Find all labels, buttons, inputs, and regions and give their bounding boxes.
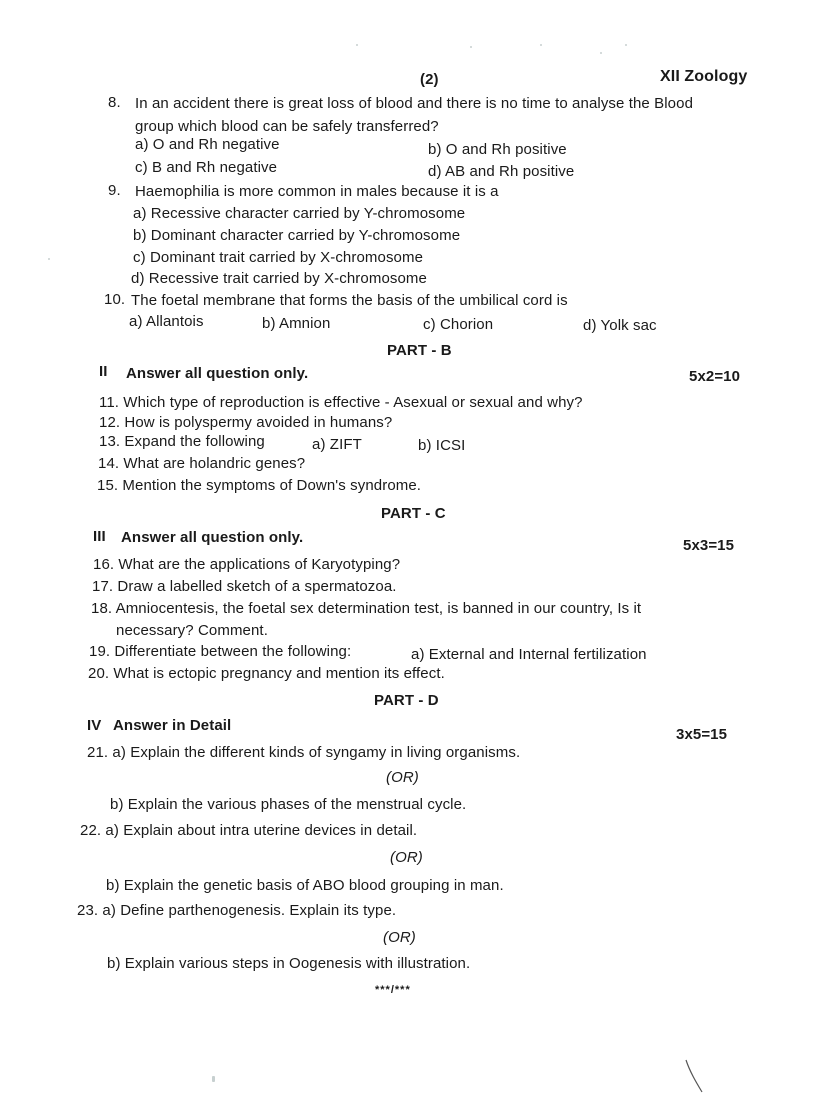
or-separator-2: (OR) (390, 849, 423, 866)
q19-option-a: a) External and Internal fertilization (411, 646, 647, 663)
part-d-instruction: Answer in Detail (113, 717, 232, 734)
q19: 19. Differentiate between the following: (89, 643, 352, 660)
q13: 13. Expand the following (99, 433, 265, 450)
q8-text-line1: In an accident there is great loss of blood and there is no time to analyse the Blood (135, 95, 694, 112)
part-b-roman: II (99, 363, 108, 380)
q8-number: 8. (108, 94, 121, 111)
q10-option-c: c) Chorion (423, 316, 494, 333)
q9-text: Haemophilia is more common in males because it is a (135, 183, 499, 200)
q13-option-a: a) ZIFT (312, 436, 362, 453)
scan-speck (356, 44, 358, 46)
stray-pen-mark (680, 1058, 710, 1098)
q11: 11. Which type of reproduction is effective - Asexual or sexual and why? (99, 394, 583, 411)
q15: 15. Mention the symptoms of Down's syndrome. (97, 477, 422, 494)
part-c-roman: III (93, 528, 106, 545)
q22-b: b) Explain the genetic basis of ABO blood grouping in man. (106, 877, 504, 894)
q9-option-b: b) Dominant character carried by Y-chromosome (133, 227, 461, 244)
end-mark: ***/*** (375, 984, 411, 996)
q16: 16. What are the applications of Karyotyping? (93, 556, 401, 573)
q8-option-a: a) O and Rh negative (135, 136, 280, 153)
part-d-roman: IV (87, 717, 102, 734)
part-d-title: PART - D (374, 692, 439, 709)
q10-option-d: d) Yolk sac (583, 317, 657, 334)
q10-text: The foetal membrane that forms the basis of the umbilical cord is (131, 292, 568, 309)
part-b-instruction: Answer all question only. (126, 365, 309, 382)
q9-number: 9. (108, 182, 121, 199)
q21-a: 21. a) Explain the different kinds of syngamy in living organisms. (87, 744, 521, 761)
part-d-marks: 3x5=15 (676, 726, 728, 743)
or-separator-1: (OR) (386, 769, 419, 786)
scan-speck (470, 46, 472, 48)
q9-option-d: d) Recessive trait carried by X-chromosome (131, 270, 427, 287)
subject-title: XII Zoology (660, 68, 748, 85)
q10-number: 10. (104, 291, 126, 308)
scan-speck (540, 44, 542, 46)
part-b-marks: 5x2=10 (689, 368, 741, 385)
scan-speck (48, 258, 50, 260)
part-c-marks: 5x3=15 (683, 537, 735, 554)
part-c-instruction: Answer all question only. (121, 529, 304, 546)
q21-b: b) Explain the various phases of the menstrual cycle. (110, 796, 467, 813)
part-c-title: PART - C (381, 505, 446, 522)
q10-option-a: a) Allantois (129, 313, 204, 330)
q20: 20. What is ectopic pregnancy and mention its effect. (88, 665, 445, 682)
or-separator-3: (OR) (383, 929, 416, 946)
q14: 14. What are holandric genes? (98, 455, 306, 472)
scan-speck (625, 44, 627, 46)
q8-option-b: b) O and Rh positive (428, 141, 567, 158)
q9-option-c: c) Dominant trait carried by X-chromosome (133, 249, 424, 266)
q8-option-c: c) B and Rh negative (135, 159, 278, 176)
q22-a: 22. a) Explain about intra uterine devices in detail. (80, 822, 418, 839)
q8-text-line2: group which blood can be safely transferred? (135, 118, 439, 135)
q12: 12. How is polyspermy avoided in humans? (99, 414, 393, 431)
scan-speck (600, 52, 602, 54)
page-number: (2) (420, 71, 439, 88)
q18-line2: necessary? Comment. (116, 622, 268, 639)
q17: 17. Draw a labelled sketch of a spermatozoa. (92, 578, 397, 595)
q13-option-b: b) ICSI (418, 437, 466, 454)
scan-speck (212, 1076, 215, 1082)
part-b-title: PART - B (387, 342, 452, 359)
q23-b: b) Explain various steps in Oogenesis with illustration. (107, 955, 471, 972)
q10-option-b: b) Amnion (262, 315, 331, 332)
q23-a: 23. a) Define parthenogenesis. Explain its type. (77, 902, 397, 919)
q8-option-d: d) AB and Rh positive (428, 163, 575, 180)
q9-option-a: a) Recessive character carried by Y-chromosome (133, 205, 466, 222)
q18-line1: 18. Amniocentesis, the foetal sex determination test, is banned in our country, Is it (91, 600, 642, 617)
